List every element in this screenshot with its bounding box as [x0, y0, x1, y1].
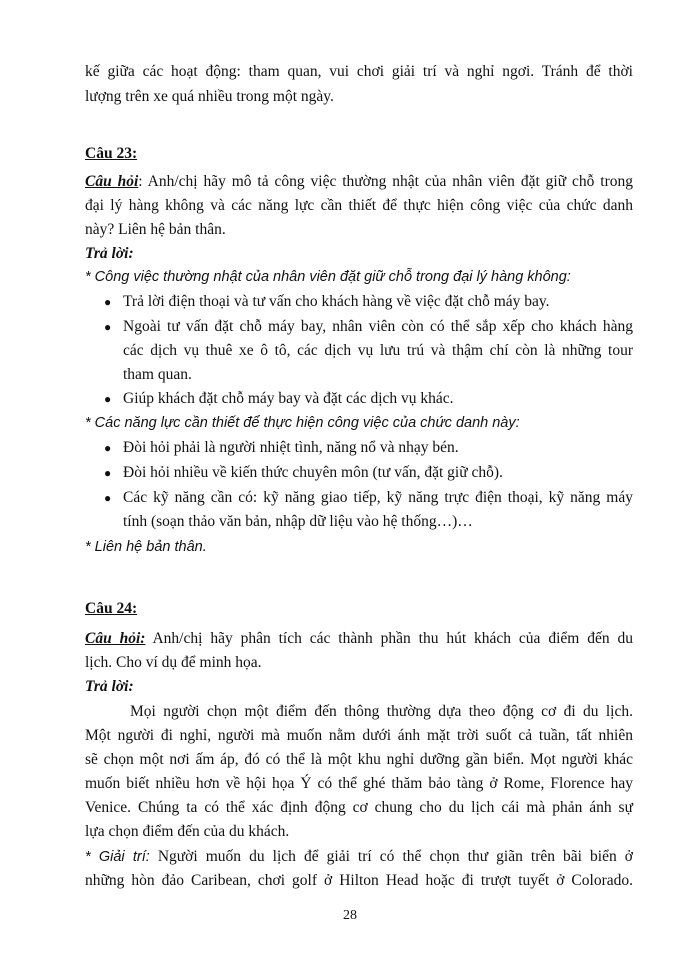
- intro-line-2: lượng trên xe quá nhiều trong một ngày.: [85, 88, 334, 105]
- bullet-icon: ●: [104, 466, 112, 480]
- section-competencies-title: * Các năng lực cần thiết để thực hiện công việc của chức danh này:: [85, 415, 520, 431]
- question-23-text-line-3: này? Liên hệ bản thân.: [85, 221, 226, 238]
- question-24-heading: Câu 24:: [85, 600, 138, 617]
- question-24-text-line-2: lịch. Cho ví dụ để minh họa.: [85, 654, 262, 671]
- bullet-item-5: Đòi hỏi nhiều về kiến thức chuyên môn (tư vấn, đặt giữ chỗ).: [123, 464, 503, 481]
- bullet-icon: ●: [104, 295, 112, 309]
- section-self-relation-title: * Liên hệ bản thân.: [85, 539, 207, 555]
- bullet-item-2-line-1: Ngoài tư vấn đặt chỗ máy bay, nhân viên còn có thể sắp xếp cho khách hàng: [123, 318, 633, 335]
- answer-24-paragraph-line-1: Mọi người chọn một điểm đến thông thường dựa theo động cơ đi du lịch.: [130, 703, 633, 720]
- question-23-text-line-1: [85, 170, 633, 194]
- question-text: Anh/chị hãy phân tích các thành phần thu hút khách của điểm đến du: [145, 630, 633, 647]
- entertainment-label: * Giải trí:: [85, 849, 150, 865]
- question-23-heading: Câu 23:: [85, 145, 138, 162]
- question-24-text-line-1: [85, 627, 633, 651]
- question-text: : Anh/chị hãy mô tả công việc thường nhật của nhân viên đặt giữ chỗ trong: [138, 173, 633, 190]
- answer-24-paragraph-line-2: Một người đi nghỉ, người mà muốn nằm dưới ánh mặt trời suốt cả tuần, tất nhiên: [85, 727, 633, 744]
- bullet-item-6-line-1: Các kỹ năng cần có: kỹ năng giao tiếp, kỹ năng trực điện thoại, kỹ năng máy: [123, 489, 633, 506]
- bullet-item-1: Trả lời điện thoại và tư vấn cho khách hàng về việc đặt chỗ máy bay.: [123, 293, 550, 310]
- intro-line-1: kế giữa các hoạt động: tham quan, vui chơi giải trí và nghỉ ngơi. Tránh để thời: [85, 63, 633, 80]
- entertainment-text: Người muốn du lịch để giải trí có thể chọn thư giãn trên bãi biển ở: [149, 848, 633, 865]
- page-number: 28: [343, 908, 357, 923]
- answer-24-paragraph-line-5: Venice. Chúng ta có thể xác định động cơ chung cho du lịch cái mà phản ánh sự: [85, 799, 633, 816]
- question-label: Câu hỏi:: [85, 630, 146, 647]
- answer-24-paragraph-line-4: muốn biết nhiều hơn về hội họa Ý có thể ghé thăm bảo tàng ở Rome, Florence hay: [85, 775, 633, 792]
- bullet-item-4: Đòi hỏi phải là người nhiệt tình, năng nổ và nhạy bén.: [123, 439, 459, 456]
- bullet-icon: ●: [104, 320, 112, 334]
- answer-24-paragraph-line-6: lựa chọn điểm đến của du khách.: [85, 823, 290, 840]
- question-23-text-line-2: đại lý hàng không và các năng lực cần thiết để thực hiện công việc của chức danh: [85, 197, 633, 214]
- answer-24-entertainment-line-2: những hòn đảo Caribean, chơi golf ở Hilton Head hoặc đi trượt tuyết ở Colorado.: [85, 872, 633, 889]
- section-daily-tasks-title: * Công việc thường nhật của nhân viên đặt giữ chỗ trong đại lý hàng không:: [85, 269, 571, 285]
- bullet-item-2-line-3: tham quan.: [123, 366, 192, 383]
- bullet-icon: ●: [104, 491, 112, 505]
- answer-24-label: Trả lời:: [85, 678, 134, 695]
- answer-24-entertainment-line-1: [85, 845, 633, 869]
- bullet-icon: ●: [104, 441, 112, 455]
- bullet-icon: ●: [104, 392, 112, 406]
- answer-23-label: Trả lời:: [85, 245, 134, 262]
- bullet-item-3: Giúp khách đặt chỗ máy bay và đặt các dịch vụ khác.: [123, 390, 454, 407]
- answer-24-paragraph-line-3: sẽ chọn một nơi ấm áp, đó có thể là một khu nghỉ dưỡng gần biển. Mọt người khác: [85, 751, 633, 768]
- bullet-item-6-line-2: tính (soạn thảo văn bản, nhập dữ liệu vào hệ thống…)…: [123, 513, 473, 530]
- bullet-item-2-line-2: các dịch vụ thuê xe ô tô, các dịch vụ lưu trú và thậm chí còn là những tour: [123, 342, 633, 359]
- question-label: Câu hỏi: [85, 173, 139, 190]
